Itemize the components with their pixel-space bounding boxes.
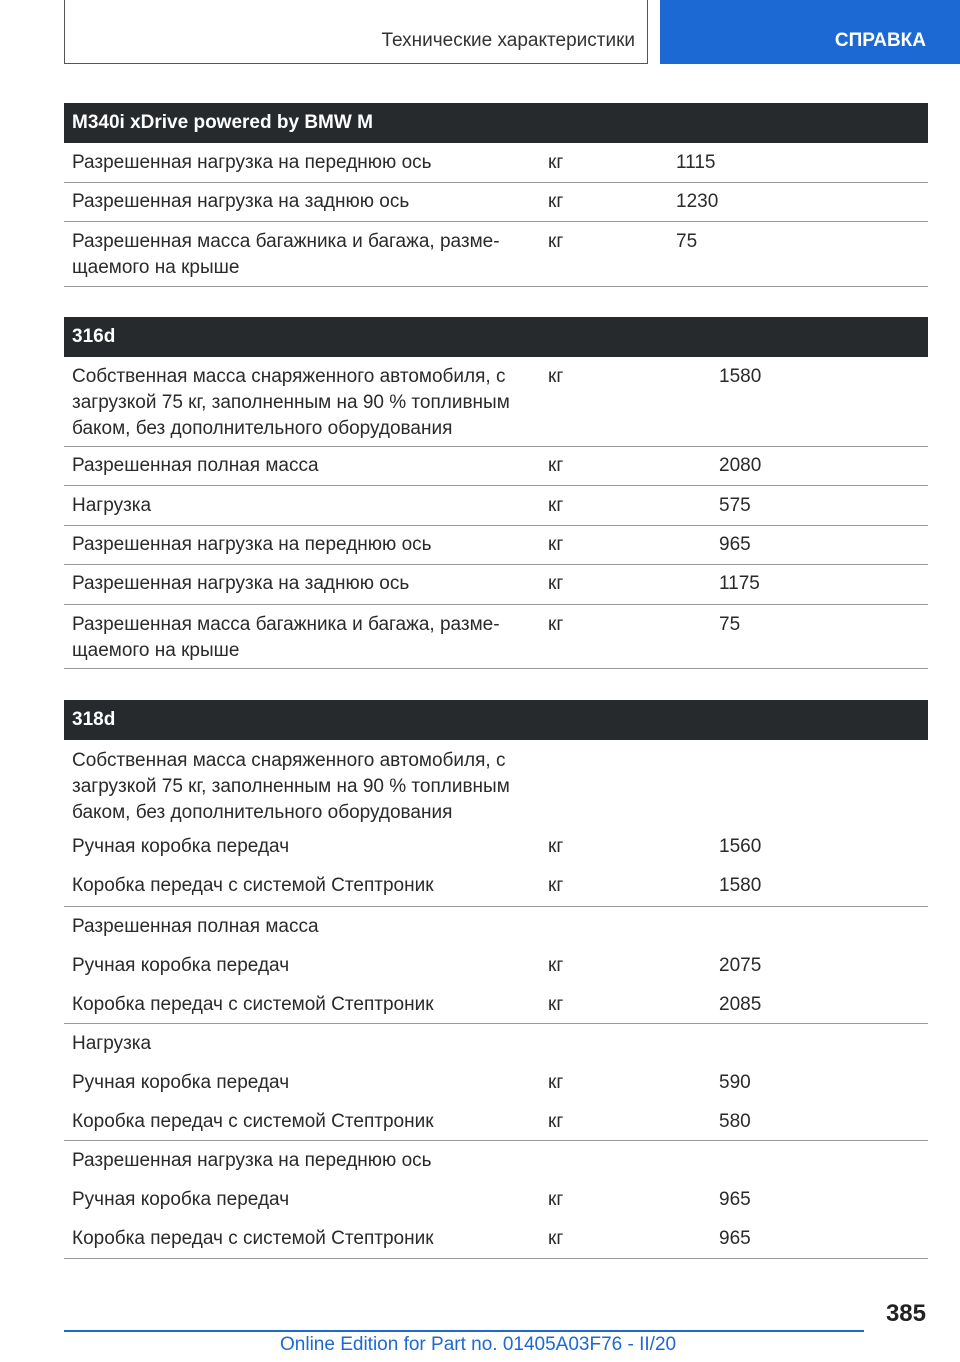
row-value: 1115 (676, 152, 716, 173)
row-value: 1175 (719, 573, 760, 594)
row-label: Коробка передач с системой Стептроник (72, 1228, 434, 1249)
row-unit: кг (548, 455, 564, 476)
row-label: Разрешенная нагрузка на переднюю ось (72, 1150, 432, 1171)
row-unit: кг (548, 1189, 564, 1210)
header-chapter-label: СПРАВКА (834, 30, 926, 51)
row-unit: кг (548, 534, 564, 555)
row-label: Коробка передач с системой Стептроник (72, 875, 434, 896)
row-label: Разрешенная масса багажника и багажа, разме- щаемого на крыше (72, 614, 500, 661)
header-section-title: Технические характеристики (381, 30, 635, 51)
row-value: 580 (719, 1111, 751, 1132)
table-row (64, 869, 928, 907)
row-unit: кг (548, 875, 564, 896)
row-value: 75 (719, 614, 741, 635)
row-label: Разрешенная нагрузка на переднюю ось (72, 534, 432, 555)
footer-divider (64, 1330, 864, 1332)
table-row (64, 447, 928, 486)
spec-section-318d (64, 700, 928, 1259)
table-row (64, 907, 928, 946)
row-unit: кг (548, 1228, 564, 1249)
table-row (64, 1063, 928, 1102)
row-value: 965 (719, 1228, 751, 1249)
header-section-box (64, 0, 648, 64)
row-value: 590 (719, 1072, 751, 1093)
table-row (64, 830, 928, 869)
section-heading: M340i xDrive powered by BMW M (64, 103, 928, 143)
header-chapter-tab[interactable] (660, 0, 960, 64)
spec-section-316d (64, 317, 928, 669)
table-row (64, 1180, 928, 1219)
row-unit: кг (548, 152, 564, 173)
spec-section-m340i (64, 103, 928, 287)
row-unit: кг (548, 1111, 564, 1132)
row-label: Нагрузка (72, 1033, 152, 1054)
row-unit: кг (548, 231, 564, 252)
row-value: 2085 (719, 994, 762, 1015)
row-label: Разрешенная нагрузка на заднюю ось (72, 573, 410, 594)
row-unit: кг (548, 366, 564, 387)
row-value: 1580 (719, 366, 762, 387)
row-label: Ручная коробка передач (72, 955, 290, 976)
row-label: Разрешенная полная масса (72, 916, 319, 937)
table-row (64, 1024, 928, 1063)
table-row (64, 1219, 928, 1259)
table-row (64, 183, 928, 222)
row-label: Нагрузка (72, 495, 152, 516)
table-row (64, 486, 928, 526)
row-value: 965 (719, 1189, 751, 1210)
row-label: Коробка передач с системой Стептроник (72, 994, 434, 1015)
row-unit: кг (548, 955, 564, 976)
table-row (64, 985, 928, 1024)
row-label: Ручная коробка передач (72, 1072, 290, 1093)
table-row (64, 565, 928, 605)
page-number: 385 (885, 1300, 926, 1327)
section-heading: 316d (64, 317, 928, 357)
row-unit: кг (548, 994, 564, 1015)
row-label: Разрешенная нагрузка на переднюю ось (72, 152, 432, 173)
row-label: Собственная масса снаряженного автомобиля, с загрузкой 75 кг, заполненным на 90 % топливным баком, без дополнительного оборудования (72, 750, 510, 823)
row-unit: кг (548, 191, 564, 212)
row-value: 2080 (719, 455, 762, 476)
row-label: Ручная коробка передач (72, 1189, 290, 1210)
row-unit: кг (548, 573, 564, 594)
table-row (64, 740, 928, 830)
row-unit: кг (548, 1072, 564, 1093)
row-label: Разрешенная нагрузка на заднюю ось (72, 191, 410, 212)
edition-footer: Online Edition for Part no. 01405A03F76 - II/20 (280, 1334, 677, 1355)
row-value: 965 (719, 534, 751, 555)
table-row (64, 605, 928, 669)
table-row (64, 946, 928, 985)
row-label: Разрешенная масса багажника и багажа, разме- щаемого на крыше (72, 231, 500, 278)
table-row (64, 1141, 928, 1180)
table-row (64, 357, 928, 447)
table-row (64, 222, 928, 287)
row-value: 75 (676, 231, 698, 252)
row-unit: кг (548, 614, 564, 635)
section-heading: 318d (64, 700, 928, 740)
row-value: 1560 (719, 836, 762, 857)
table-row (64, 1102, 928, 1141)
row-unit: кг (548, 495, 564, 516)
row-label: Коробка передач с системой Стептроник (72, 1111, 434, 1132)
row-value: 1580 (719, 875, 762, 896)
row-value: 1230 (676, 191, 719, 212)
row-value: 2075 (719, 955, 762, 976)
row-value: 575 (719, 495, 751, 516)
table-row (64, 143, 928, 183)
row-unit: кг (548, 836, 564, 857)
row-label: Собственная масса снаряженного автомобиля, с загрузкой 75 кг, заполненным на 90 % топливным баком, без дополнительного оборудования (72, 366, 510, 439)
row-label: Ручная коробка передач (72, 836, 290, 857)
table-row (64, 526, 928, 565)
row-label: Разрешенная полная масса (72, 455, 319, 476)
